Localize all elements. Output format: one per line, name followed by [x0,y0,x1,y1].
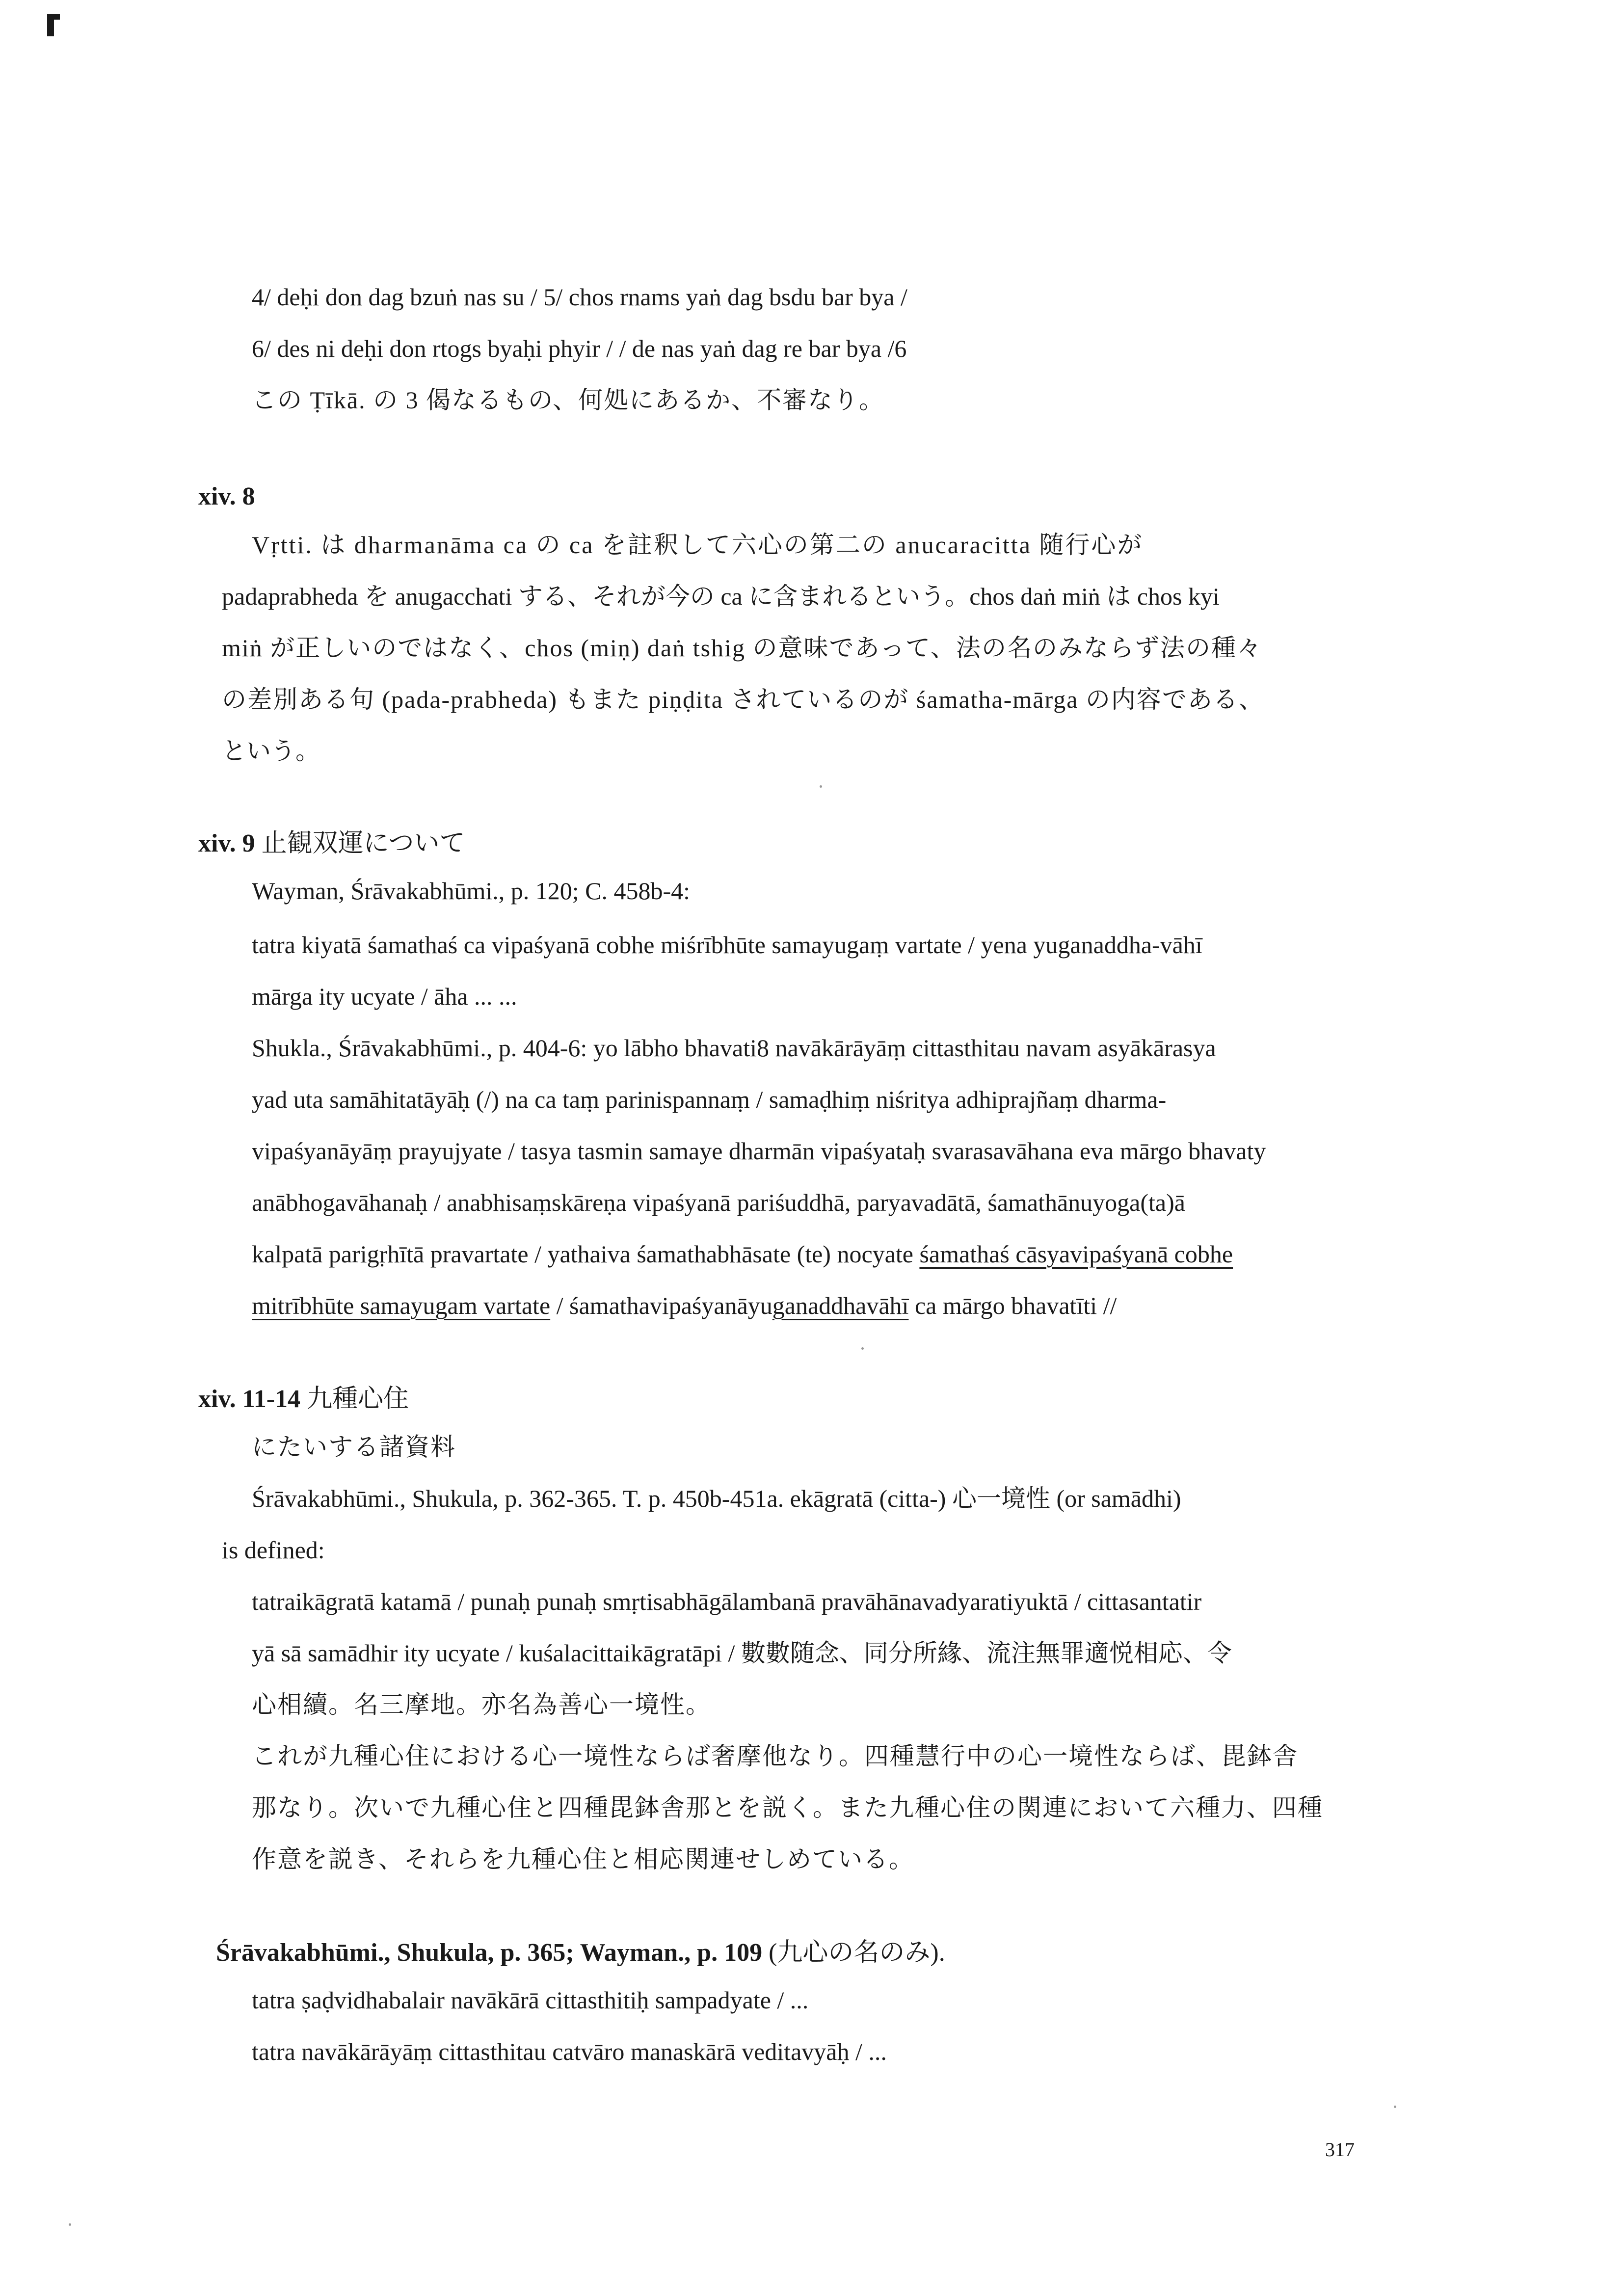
underlined-text: śamathaś cāsyavipaśyanā cobhe [919,1240,1233,1268]
heading-number: xiv. 9 [198,829,255,857]
sanskrit-line: mārga ity ucyate / āha ... ... [252,983,517,1010]
chinese-line: 心相續。名三摩地。亦名為善心一境性。 [252,1691,711,1718]
sanskrit-line: tatra ṣaḍvidhabalair navākārā cittasthitiḥ sampadyate / ... [252,1986,809,2014]
underlined-text: ganaddhavāhī [772,1292,909,1319]
scan-speck [1394,2106,1396,2108]
japanese-note-line: この Ṭīkā. の 3 偈なるもの、何処にあるか、不審なり。 [252,386,885,414]
reference-heading [216,1938,945,1968]
sanskrit-line [252,1291,1117,1320]
scan-speck [861,1347,864,1350]
underlined-text: mitrībhūte samayugam vartate [252,1292,551,1319]
sanskrit-line: tatra kiyatā śamathaś ca vipaśyanā cobhe miśrībhūte samayugaṃ vartate / yena yuganaddha-vāhī [252,931,1202,959]
japanese-line: これが九種心住における心一境性ならば奢摩他なり。四種慧行中の心一境性ならば、毘鉢舎 [252,1742,1298,1770]
paragraph-line: miṅ が正しいのではなく、chos (miṇ) daṅ tshig の意味であって、法の名のみならず法の種々 [222,634,1262,662]
scan-speck [820,785,822,788]
heading-number: xiv. 11-14 [198,1385,301,1413]
paragraph-line: is defined: [222,1536,325,1564]
sanskrit-line: tatra navākārāyāṃ cittasthitau catvāro manaskārā veditavyāḥ / ... [252,2038,887,2065]
section-heading-xiv-11-14 [198,1384,409,1415]
paragraph-line: という。 [222,737,320,765]
section-heading-xiv-8: xiv. 8 [198,482,255,510]
japanese-line: 作意を説き、それらを九種心住と相応関連せしめている。 [252,1845,914,1873]
text-span: kalpatā parigṛhītā pravartate / yathaiva śamathabhāsate (te) nocyate [252,1240,920,1268]
text-span: ca mārgo bhavatīti // [908,1292,1117,1319]
page-number: 317 [1325,2138,1355,2161]
paragraph-line: の差別ある句 (pada-prabheda) もまた piṇḍita されているのが śamatha-mārga の内容である、 [222,686,1264,713]
corner-crop-mark [47,14,54,36]
heading-title: 止観双運について [261,829,465,857]
reference-line: Śrāvakabhūmi., Shukula, p. 362-365. T. p. 450b-451a. ekāgratā (citta-) 心一境性 (or samādhi) [252,1485,1181,1512]
section-heading-xiv-9 [198,828,465,859]
sanskrit-line: yā sā samādhir ity ucyate / kuśalacittaikāgratāpi / 數數随念、同分所緣、流注無罪適悦相応、令 [252,1639,1232,1667]
subheading-line: にたいする諸資料 [252,1433,456,1461]
heading-note: (九心の名のみ). [769,1939,945,1967]
scan-speck [69,2223,71,2226]
heading-reference: Śrāvakabhūmi., Shukula, p. 365; Wayman., p. 109 [216,1939,763,1967]
heading-title: 九種心住 [307,1385,409,1413]
japanese-line: 那なり。次いで九種心住と四種毘鉢舎那とを説く。また九種心住の関連において六種力、四種 [252,1794,1323,1821]
sanskrit-line: yad uta samāhitatāyāḥ (/) na ca taṃ parinispannaṃ / samaḍhiṃ niśritya adhiprajñaṃ dharma- [252,1086,1167,1113]
text-span: / śamathavipaśyanāyu [550,1292,772,1319]
sanskrit-line: Shukla., Śrāvakabhūmi., p. 404-6: yo lābho bhavati8 navākārāyāṃ cittasthitau navam asyākārasya [252,1034,1216,1062]
sanskrit-line: vipaśyanāyāṃ prayujyate / tasya tasmin samaye dharmān vipaśyataḥ svarasavāhana eva mārgo bhavaty [252,1137,1266,1165]
paragraph-line: Vṛtti. は dharmanāma ca の ca を註釈して六心の第二の anucaracitta 随行心が [252,531,1144,559]
reference-line: Wayman, Śrāvakabhūmi., p. 120; C. 458b-4: [252,877,691,905]
sanskrit-line [252,1239,1233,1269]
sanskrit-line: anābhogavāhanaḥ / anabhisaṃskāreṇa vipaśyanā pariśuddhā, paryavadātā, śamathānuyoga(ta)ā [252,1189,1185,1216]
tibetan-verse-line-2: 6/ des ni deḥi don rtogs byaḥi phyir / / de nas yaṅ dag re bar bya /6 [252,335,907,362]
sanskrit-line: tatraikāgratā katamā / punaḥ punaḥ smṛtisabhāgālambanā pravāhānavadyaratiyuktā / cittasantatir [252,1588,1202,1615]
paragraph-line: padaprabheda を anugacchati する、それが今の ca に含まれるという。chos daṅ miṅ は chos kyi [222,583,1220,610]
tibetan-verse-line-1: 4/ deḥi don dag bzuṅ nas su / 5/ chos rnams yaṅ dag bsdu bar bya / [252,283,907,311]
